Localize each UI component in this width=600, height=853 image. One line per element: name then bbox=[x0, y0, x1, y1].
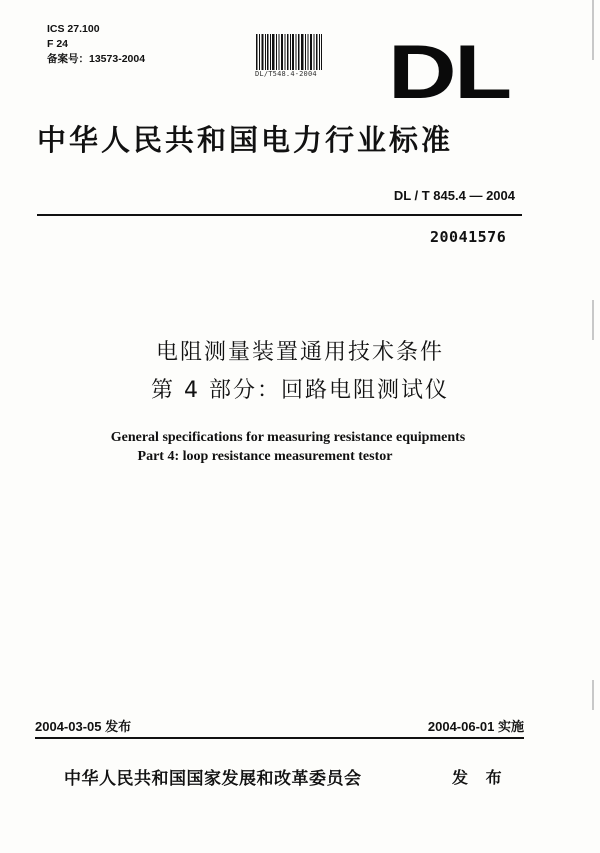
implementation-date: 2004-06-01 实施 bbox=[427, 719, 524, 734]
publisher-name: 中华人民共和国国家发展和改革委员会 bbox=[64, 769, 362, 789]
chinese-title-line-2: 第 4 部分：回路电阻测试仪 bbox=[151, 378, 449, 403]
publish-label: 发 布 bbox=[452, 768, 508, 787]
classification-block bbox=[47, 22, 145, 67]
barcode-caption: DL/T548.4-2004 bbox=[255, 70, 317, 78]
scan-edge-mark bbox=[592, 0, 594, 60]
chinese-title-line-1: 电阻测量装置通用技术条件 bbox=[155, 340, 444, 365]
english-title-line-1: General specifications for measuring resistance equipments bbox=[110, 430, 466, 445]
dl-logo: DL bbox=[388, 30, 510, 115]
barcode-icon bbox=[256, 34, 322, 70]
standard-number: DL / T 845.4 — 2004 bbox=[393, 188, 515, 203]
stamp-number: 20041576 bbox=[430, 228, 507, 246]
top-divider bbox=[37, 214, 522, 216]
category-code: F 24 bbox=[47, 38, 69, 50]
bottom-divider bbox=[35, 737, 524, 739]
issue-date: 2004-03-05 发布 bbox=[35, 719, 132, 734]
scan-edge-mark bbox=[592, 680, 594, 710]
filing-number: 备案号：13573-2004 bbox=[47, 53, 146, 65]
ics-code: ICS 27.100 bbox=[47, 23, 100, 35]
scan-edge-mark bbox=[592, 300, 594, 340]
english-title-line-2: Part 4: loop resistance measurement testor bbox=[137, 449, 393, 464]
industry-standard-title: 中华人民共和国电力行业标准 bbox=[37, 123, 454, 157]
